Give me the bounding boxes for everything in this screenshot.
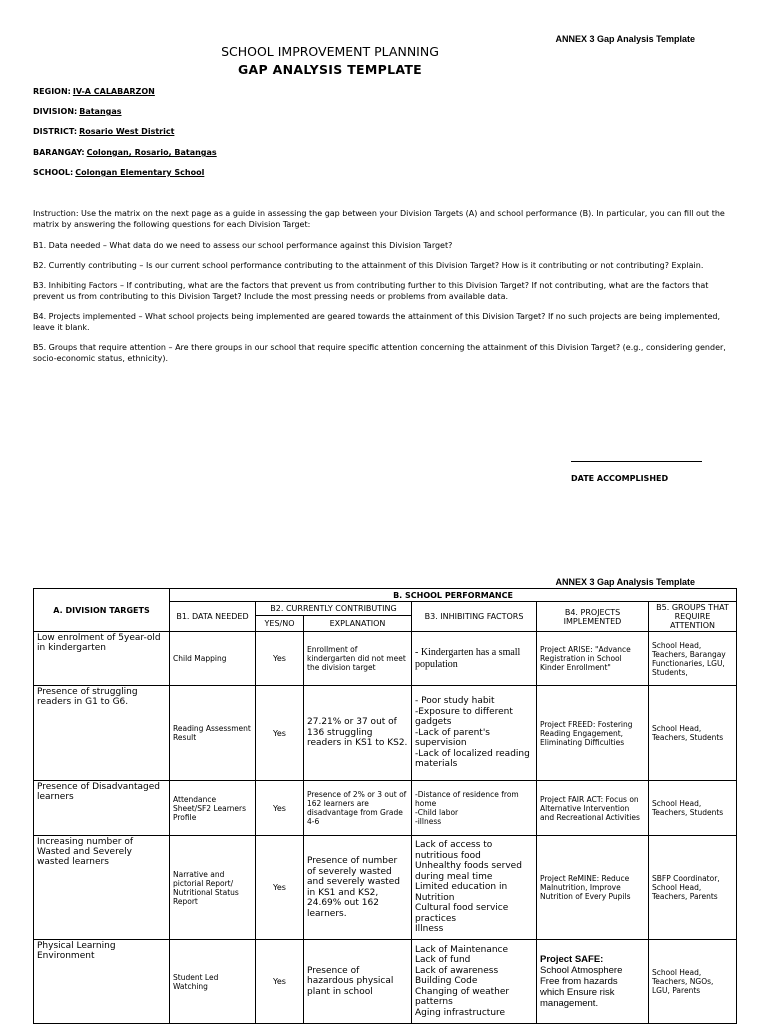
- factor-line: Building Code: [415, 976, 478, 987]
- region-label: REGION:: [33, 87, 71, 96]
- data-needed-cell: Attendance Sheet/SF2 Learners Profile: [170, 781, 256, 836]
- factor-line: - Poor study habit: [415, 696, 495, 707]
- yes-no-cell: Yes: [256, 632, 304, 686]
- division-target-cell: Presence of Disadvantaged learners: [34, 781, 170, 836]
- explanation-cell: Presence of 2% or 3 out of 162 learners are disadvantage from Grade 4-6: [304, 781, 412, 836]
- instruction-b2: B2. Currently contributing – Is our current school performance contributing to the attainment of this Division Target? How is it contributing or not contributing? Explain.: [33, 261, 704, 270]
- document-subtitle: GAP ANALYSIS TEMPLATE: [237, 62, 423, 77]
- factor-line: Lack of Maintenance: [415, 944, 509, 955]
- inhibiting-factors-cell: [412, 781, 537, 836]
- table-row: [34, 836, 737, 940]
- projects-cell: Project ARISE: "Advance Registration in School Kinder Enrollment": [537, 632, 649, 686]
- project-line: School Atmosphere: [540, 965, 623, 976]
- division-target-cell: Low enrolment of 5year-old in kindergarten: [34, 632, 170, 686]
- instruction-b4: B4. Projects implemented – What school projects being implemented are geared towards the attainment of this Division Target? If no such projects are being implemented, leave it blank.: [33, 312, 721, 332]
- gap-analysis-table: [33, 588, 737, 1024]
- division-target-cell: Increasing number of Wasted and Severely wasted learners: [34, 836, 170, 940]
- yes-no-cell: Yes: [256, 686, 304, 781]
- school-value: Colongan Elementary School: [75, 168, 205, 177]
- project-line: Free from hazards: [540, 976, 618, 987]
- factor-line: Unhealthy foods served during meal time: [415, 861, 522, 882]
- barangay-label: BARANGAY:: [33, 148, 85, 157]
- inhibiting-factors-cell: [412, 836, 537, 940]
- header-school-performance: B. SCHOOL PERFORMANCE: [170, 589, 737, 602]
- header-yes-no: YES/NO: [256, 616, 304, 632]
- data-needed-cell: Student Led Watching: [170, 940, 256, 1024]
- factor-line: Changing of weather patterns: [415, 986, 510, 1008]
- groups-cell: School Head, Teachers, Students: [649, 686, 737, 781]
- factor-line: -illness: [415, 817, 442, 826]
- division-target-cell: Physical Learning Environment: [34, 940, 170, 1024]
- factor-line: -Distance of residence from home: [415, 790, 519, 808]
- groups-cell: School Head, Teachers, NGOs, LGU, Parents: [649, 940, 737, 1024]
- instruction-b1: B1. Data needed – What data do we need to assess our school performance against this Division Target?: [33, 241, 453, 250]
- data-needed-cell: Reading Assessment Result: [170, 686, 256, 781]
- header-b1: B1. DATA NEEDED: [170, 602, 256, 632]
- header-explanation: EXPLANATION: [304, 616, 412, 632]
- header-b2: B2. CURRENTLY CONTRIBUTING: [256, 602, 412, 616]
- annex-label: ANNEX 3 Gap Analysis Template: [555, 34, 695, 44]
- project-line: which Ensure risk: [540, 987, 615, 998]
- projects-cell: Project FAIR ACT: Focus on Alternative Intervention and Recreational Activities: [537, 781, 649, 836]
- groups-cell: SBFP Coordinator, School Head, Teachers, Parents: [649, 836, 737, 940]
- school-label: SCHOOL:: [33, 168, 74, 177]
- division-field: [33, 107, 122, 116]
- table-row: [34, 632, 737, 686]
- explanation-cell: Presence of number of severely wasted and severely wasted in KS1 and KS2, 24.69% out 162 learners.: [304, 836, 412, 940]
- instruction-b3: B3. Inhibiting Factors – If contributing, what are the factors that prevent us from contributing further to this Division Target? If not contributing, what are the factors that prevent us from contributing to this Division Target? Include the most pressing needs or problems from available data.: [33, 281, 709, 301]
- project-title: Project SAFE:: [540, 954, 604, 965]
- table-row: [34, 940, 737, 1024]
- projects-cell: Project ReMINE: Reduce Malnutrition, Improve Nutrition of Every Pupils: [537, 836, 649, 940]
- district-label: DISTRICT:: [33, 127, 78, 136]
- header-b3: B3. INHIBITING FACTORS: [412, 602, 537, 632]
- inhibiting-factors-cell: - Kindergarten has a small population: [412, 632, 537, 686]
- header-b5: B5. GROUPS THAT REQUIRE ATTENTION: [649, 602, 737, 632]
- projects-cell: Project FREED: Fostering Reading Engagement, Eliminating Difficulties: [537, 686, 649, 781]
- factor-line: Lack of access to nutritious food: [415, 840, 493, 861]
- signature-line: [571, 461, 702, 462]
- yes-no-cell: Yes: [256, 781, 304, 836]
- barangay-value: Colongan, Rosario, Batangas: [86, 148, 217, 157]
- district-value: Rosario West District: [79, 127, 175, 136]
- projects-cell: [537, 940, 649, 1024]
- factor-line: Lack of awareness: [415, 965, 499, 976]
- division-target-cell: Presence of struggling readers in G1 to G6.: [34, 686, 170, 781]
- explanation-cell: Presence of hazardous physical plant in school: [304, 940, 412, 1024]
- groups-cell: School Head, Teachers, Barangay Functionaries, LGU, Students,: [649, 632, 737, 686]
- factor-line: -Lack of localized reading materials: [415, 748, 530, 770]
- groups-cell: School Head, Teachers, Students: [649, 781, 737, 836]
- barangay-field: [33, 148, 217, 157]
- school-field: [33, 168, 204, 177]
- document-title: SCHOOL IMPROVEMENT PLANNING: [221, 44, 439, 59]
- inhibiting-factors-cell: [412, 686, 537, 781]
- header-b4: B4. PROJECTS IMPLEMENTED: [537, 602, 649, 632]
- factor-line: Lack of fund: [415, 955, 471, 966]
- division-value: Batangas: [79, 107, 122, 116]
- table-row: [34, 781, 737, 836]
- yes-no-cell: Yes: [256, 940, 304, 1024]
- date-accomplished-label: DATE ACCOMPLISHED: [571, 474, 669, 483]
- instruction-intro: Instruction: Use the matrix on the next page as a guide in assessing the gap between your Division Targets (A) and school performance (B). In particular, you can fill out the matrix by answering the following questions for each Division Target:: [33, 209, 725, 229]
- factor-line: Cultural food service practices: [415, 903, 509, 924]
- instruction-b5: B5. Groups that require attention – Are there groups in our school that require specific attention concerning the attainment of this Division Target? (e.g., considering gender, socio-economic status, ethnicity).: [33, 343, 726, 363]
- factor-line: -Child labor: [415, 808, 459, 817]
- factor-line: Aging infrastructure: [415, 1007, 506, 1018]
- data-needed-cell: Child Mapping: [170, 632, 256, 686]
- factor-line: Illness: [415, 924, 444, 935]
- annex-label-page2: ANNEX 3 Gap Analysis Template: [555, 577, 695, 587]
- factor-line: -Exposure to different gadgets: [415, 706, 513, 728]
- region-value: IV-A CALABARZON: [72, 87, 155, 96]
- explanation-cell: Enrollment of kindergarten did not meet the division target: [304, 632, 412, 686]
- factor-line: -Lack of parent's supervision: [415, 727, 490, 749]
- district-field: [33, 127, 174, 136]
- project-line: management.: [540, 998, 599, 1009]
- explanation-cell: 27.21% or 37 out of 136 struggling readers in KS1 to KS2.: [304, 686, 412, 781]
- header-division-targets: A. DIVISION TARGETS: [34, 589, 170, 632]
- factor-line: Limited education in Nutrition: [415, 882, 508, 903]
- division-label: DIVISION:: [33, 107, 78, 116]
- yes-no-cell: Yes: [256, 836, 304, 940]
- table-row: [34, 686, 737, 781]
- region-field: [33, 87, 155, 96]
- inhibiting-factors-cell: [412, 940, 537, 1024]
- data-needed-cell: Narrative and pictorial Report/ Nutritional Status Report: [170, 836, 256, 940]
